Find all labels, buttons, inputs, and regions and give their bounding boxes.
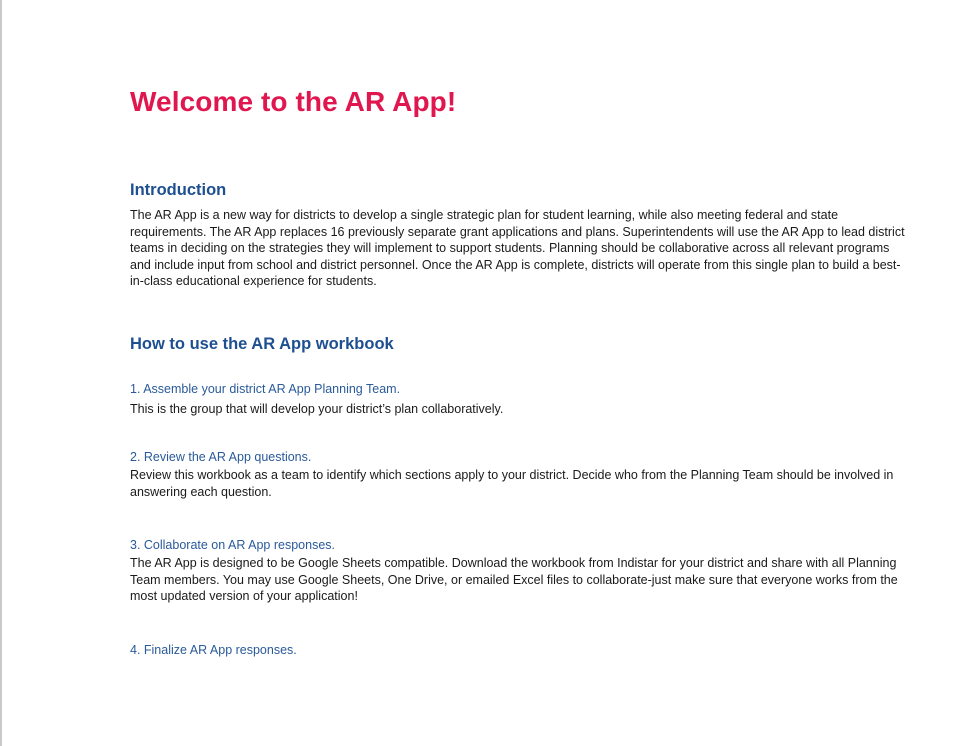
page-title: Welcome to the AR App! bbox=[130, 86, 457, 117]
workbook-heading: How to use the AR App workbook bbox=[130, 335, 394, 353]
step-2-text: Review this workbook as a team to identify which sections apply to your district. Decide who from the Planning Team should be involved in answering each question. bbox=[130, 468, 894, 499]
step-3-text: The AR App is designed to be Google Sheets compatible. Download the workbook from Indistar for your district and share with all Planning Team members. You may use Google Sheets, One Drive, or emailed Excel files to collaborate-just make sure that everyone works from the most updated version of your application! bbox=[130, 556, 898, 603]
introduction-heading: Introduction bbox=[130, 181, 227, 199]
step-2-title: 2. Review the AR App questions. bbox=[130, 450, 312, 464]
step-4-title: 4. Finalize AR App responses. bbox=[130, 643, 297, 657]
introduction-paragraph: The AR App is a new way for districts to develop a single strategic plan for student learning, while also meeting federal and state requirements. The AR App replaces 16 previously separate grant applications and plans. Superintendents will use the AR App to lead district teams in deciding on the strategies they will implement to support students. Planning should be collaborative across all relevant programs and include input from school and district personnel. Once the AR App is complete, districts will operate from this single plan to build a best-in-class educational experience for students. bbox=[130, 208, 905, 288]
page-left-edge bbox=[0, 0, 2, 746]
step-1-text: This is the group that will develop your district’s plan collaboratively. bbox=[130, 402, 504, 416]
step-1-title: 1. Assemble your district AR App Planning Team. bbox=[130, 382, 401, 396]
step-3-title: 3. Collaborate on AR App responses. bbox=[130, 538, 335, 552]
